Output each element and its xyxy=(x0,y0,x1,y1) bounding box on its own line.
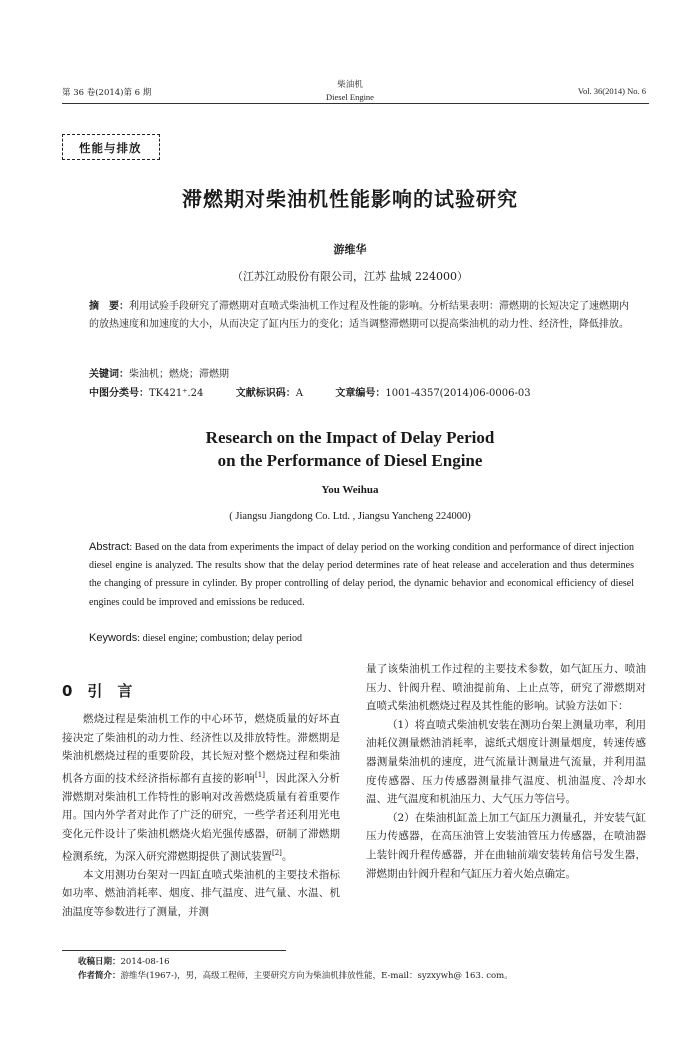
section-tag xyxy=(62,134,160,160)
author-cn: 游维华 xyxy=(333,243,367,256)
paragraph: （2）在柴油机缸盖上加工气缸压力测量孔，并安装气缸压力传感器，在高压油管上安装油管压力传感器，在喷油器上装针阀升程传感器，并在曲轴前端安装转角信号发生器，滞燃期由针阀升程和气缸压力着火始点确定。 xyxy=(366,811,646,880)
citation-2: [2] xyxy=(272,848,282,857)
paper-title-en-line1: Research on the Impact of Delay Period xyxy=(205,428,495,447)
article-no-value: 1001-4357(2014)06-0006-03 xyxy=(385,388,531,399)
keywords-en-text: diesel engine; combustion; delay period xyxy=(142,633,302,644)
abstract-en-text: Based on the data from experiments the impact of delay period on the working condition and performance of direct injection diesel engine is analyzed. The results show that the delay period determines rate of heat release and acceleration and thus determines the changing of pressure in cylinder. By proper controlling of delay period, the dynamic behavior and economical efficiency of diesel engines could be improved and emissions be reduced. xyxy=(89,542,634,608)
abstract-cn xyxy=(89,298,634,334)
left-column xyxy=(62,710,340,922)
keywords-cn-text: 柴油机；燃烧；滞燃期 xyxy=(129,369,229,380)
section-tag-label: 性能与排放 xyxy=(79,141,142,155)
keywords-en-label: Keywords xyxy=(89,632,138,644)
paper-title-cn: 滞燃期对柴油机性能影响的试验研究 xyxy=(182,187,518,211)
paragraph: （1）将直喷式柴油机安装在测功台架上测量功率，利用油耗仪测量燃油消耗率，滤纸式烟度计测量烟度，转速传感器测量柴油机的速度，进气流量计测量进气流量，并利用温度传感器、压力传感器测量排气温度、机油温度、冷却水温、进气温度和机油压力、大气压力等信号。 xyxy=(366,718,646,806)
footnote-rule xyxy=(62,950,286,951)
paragraph xyxy=(62,710,340,866)
author-en: You Weihua xyxy=(321,484,379,496)
doc-code-value: A xyxy=(295,388,304,399)
paper-title-en-line2: on the Performance of Diesel Engine xyxy=(217,451,483,470)
journal-name-en: Diesel Engine xyxy=(326,92,374,102)
doc-code-label: 文献标识码： xyxy=(235,388,296,399)
header-rule xyxy=(62,103,649,104)
footnote-received xyxy=(78,955,170,967)
received-value: 2014-08-16 xyxy=(120,957,170,967)
footnote-author xyxy=(78,969,513,981)
running-header-left: 第 36 卷(2014)第 6 期 xyxy=(62,88,152,98)
section-heading-intro: 0 引 言 xyxy=(62,682,133,700)
running-header-right: Vol. 36(2014) No. 6 xyxy=(577,86,646,96)
paragraph: 本文用测功台架对一四缸直喷式柴油机的主要技术指标如功率、燃油消耗率、烟度、排气温度、进气量、水温、机油温度等参数进行了测量，并测 xyxy=(62,868,340,918)
citation-1: [1] xyxy=(255,770,265,779)
received-label: 收稿日期： xyxy=(78,957,121,967)
affiliation-cn: （江苏江动股份有限公司，江苏 盐城 224000） xyxy=(232,270,468,283)
text-run: 。 xyxy=(281,850,293,863)
author-bio-label: 作者简介： xyxy=(78,971,121,981)
affiliation-en: ( Jiangsu Jiangdong Co. Ltd. , Jiangsu Yancheng 224000) xyxy=(229,511,471,522)
journal-name-cn: 柴油机 xyxy=(337,80,363,90)
abstract-cn-text: 利用试验手段研究了滞燃期对直喷式柴油机工作过程及性能的影响。分析结果表明：滞燃期的长短决定了速燃期内的放热速度和加速度的大小，从而决定了缸内压力的变化；适当调整滞燃期可以提高柴油机的动力性、经济性，降低排放。 xyxy=(89,301,629,330)
keywords-cn xyxy=(89,366,634,384)
text-run: ，因此深入分析滞燃期对柴油机工作特性的影响对改善燃烧质量有着重要作用。国内外学者对此作了广泛的研究，一些学者还利用光电变化元件设计了柴油机燃烧火焰光强传感器，研制了滞燃期检测系统，为深入研究滞燃期提供了测试装置 xyxy=(62,772,340,863)
abstract-en: Abstract: Based on the data from experiments the impact of delay period on the working condition and performance of direct injection diesel engine is analyzed. The results show that the delay period determines rate of heat release and acceleration and thus determines the changing of pressure in cylinder. By proper controlling of delay period, the dynamic behavior and economical efficiency of diesel engines could be improved and emissions be reduced. xyxy=(89,541,634,608)
keywords-en: Keywords: diesel engine; combustion; delay period xyxy=(89,632,302,644)
right-column xyxy=(366,660,646,883)
paragraph: 量了该柴油机工作过程的主要技术参数，如气缸压力、喷油压力、针阀升程、喷油提前角、上止点等，研究了滞燃期对直喷式柴油机燃烧过程及其性能的影响。试验方法如下： xyxy=(366,663,646,713)
classification-row xyxy=(89,384,531,399)
article-no-label: 文章编号： xyxy=(335,388,386,399)
keywords-cn-label: 关键词： xyxy=(89,369,129,380)
abstract-en-label: Abstract xyxy=(89,541,130,553)
clc-value: TK421⁺.24 xyxy=(149,388,204,399)
text-run: 燃烧过程是柴油机工作的中心环节，燃烧质量的好坏直接决定了柴油机的动力性、经济性以及排放特性。滞燃期是柴油机燃烧过程的重要阶段，其长短对整个燃烧过程和柴油机各方面的技术经济指标都有直接的影响 xyxy=(62,713,340,785)
abstract-cn-label: 摘 要： xyxy=(89,301,129,312)
clc-label: 中图分类号： xyxy=(89,388,149,399)
author-bio-value: 游维华(1967-)，男，高级工程师，主要研究方向为柴油机排放性能，E-mail：syzxywh@ 163. com。 xyxy=(120,971,513,981)
